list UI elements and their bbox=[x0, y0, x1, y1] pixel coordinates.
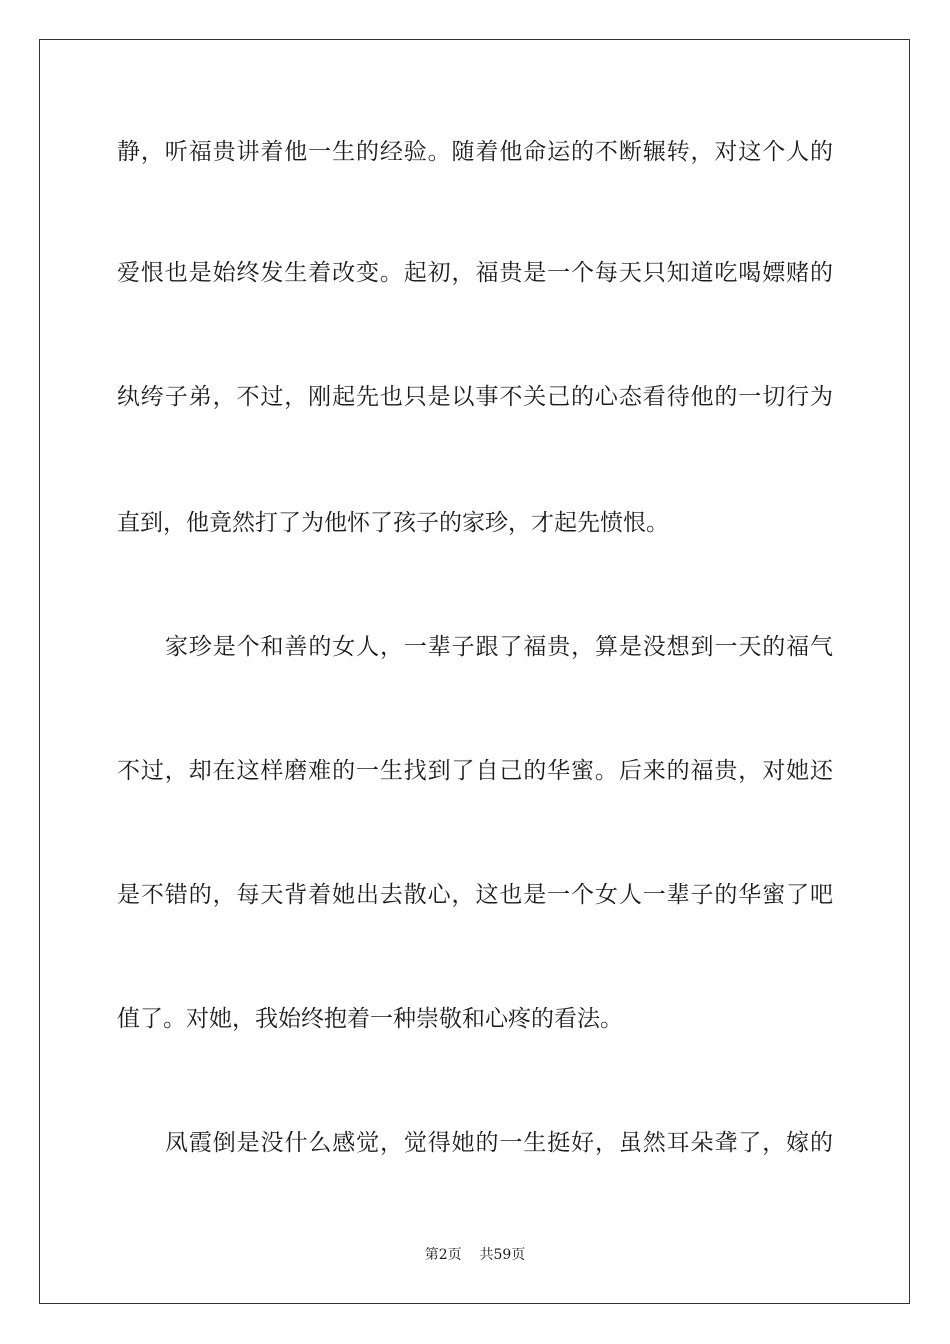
text-line-4: 直到，他竟然打了为他怀了孩子的家珍，才起先愤恨。 bbox=[117, 510, 669, 536]
page-total: 共59页 bbox=[479, 1247, 526, 1263]
text-line-1: 静，听福贵讲着他一生的经验。随着他命运的不断辗转，对这个人的 bbox=[117, 139, 833, 165]
text-line-2: 爱恨也是始终发生着改变。起初，福贵是一个每天只知道吃喝嫖赌的 bbox=[117, 260, 833, 286]
text-line-9: 凤霞倒是没什么感觉，觉得她的一生挺好，虽然耳朵聋了，嫁的 bbox=[165, 1130, 833, 1156]
text-line-7: 是不错的，每天背着她出去散心，这也是一个女人一辈子的华蜜了吧 bbox=[117, 882, 833, 908]
text-line-6: 不过，却在这样磨难的一生找到了自己的华蜜。后来的福贵，对她还 bbox=[117, 758, 833, 784]
page-number: 第2页 bbox=[424, 1247, 462, 1263]
page-footer bbox=[0, 1245, 950, 1265]
text-line-8: 值了。对她，我始终抱着一种崇敬和心疼的看法。 bbox=[117, 1006, 623, 1032]
text-line-5: 家珍是个和善的女人，一辈子跟了福贵，算是没想到一天的福气 bbox=[165, 634, 833, 660]
text-line-3: 纨绔子弟，不过，刚起先也只是以事不关己的心态看待他的一切行为 bbox=[117, 384, 833, 410]
page-border bbox=[39, 39, 910, 1304]
